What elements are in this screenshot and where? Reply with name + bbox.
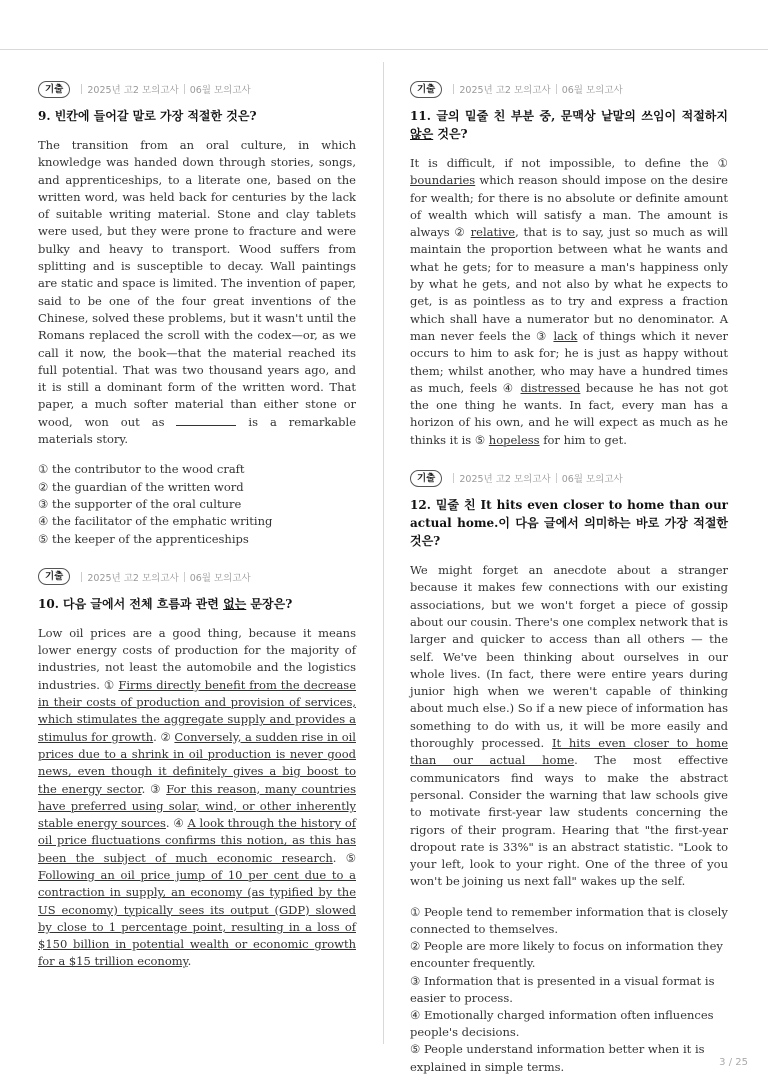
passage-intro: Low oil prices are a good thing, because it means lower energy costs of production for the majority of industries, not least the automobile and the logistics industries. — [38, 625, 356, 692]
source-badge: 기출 — [410, 81, 442, 98]
sentence-2[interactable]: Conversely, a sudden rise in oil prices due to a shrink in oil production is never good news, even though it definitely gives a big boost to the energy sector — [38, 729, 356, 796]
passage-text: , that is to say, just so much as will maintain the proportion between what he wants and what he gets; for to measure a man's happiness only by what he gets, and not also by what he expects to get, is as pointless as to try and express a fraction which shall have a numerator but no denominator. A man never feels the ③ — [410, 225, 728, 343]
answer-option[interactable]: ① the contributor to the wood craft — [38, 462, 245, 477]
page-number: 3 / 25 — [719, 1057, 748, 1068]
meta-separator — [184, 572, 185, 582]
underlined-word-5[interactable]: hopeless — [488, 432, 540, 447]
right-column — [410, 80, 728, 1086]
meta-separator — [453, 84, 454, 94]
sentence-number: ⑤ — [345, 850, 356, 865]
underlined-phrase[interactable]: It hits even closer to home than our actual home — [410, 736, 728, 768]
question-passage — [410, 155, 728, 449]
source-badge: 기출 — [38, 81, 70, 98]
answer-option[interactable]: ⑤ People understand information better when it is explained in simple terms. — [410, 1042, 705, 1074]
answer-blank — [176, 414, 236, 426]
answer-options — [410, 904, 728, 1076]
exam-year: 2025년 고2 모의고사 — [87, 85, 179, 96]
answer-option[interactable]: ④ Emotionally charged information often influences people's decisions. — [410, 1007, 714, 1040]
exam-month: 06월 모의고사 — [189, 85, 251, 96]
question-meta — [38, 568, 356, 586]
passage-text: . The most effective communicators find ways to make the abstract personal. Consider the warning that law schools give to motivate first-year law students concerning the rigors of their program. Hearing that "the first-year dropout rate is 33%" is an abstract statistic. "Look to your left, look to your right. One of the three of you won't be joining us next fall" wakes up the self. — [410, 753, 729, 889]
title-emphasis: 않은 — [410, 127, 434, 141]
meta-separator — [81, 84, 82, 94]
question-title: 9. 빈칸에 들어갈 말로 가장 적절한 것은? — [38, 109, 257, 123]
question-meta — [410, 469, 728, 487]
answer-option[interactable]: ③ the supporter of the oral culture — [38, 496, 242, 511]
answer-options — [38, 461, 356, 547]
passage-text: for him to get. — [539, 432, 627, 447]
sentence-number: ② — [160, 729, 171, 744]
source-badge: 기출 — [38, 568, 70, 585]
answer-option[interactable]: ④ the facilitator of the emphatic writing — [38, 514, 273, 529]
title-text: 10. 다음 글에서 전체 흐름과 관련 — [38, 596, 224, 611]
meta-separator — [453, 473, 454, 483]
sentence-number: ④ — [173, 816, 184, 831]
answer-option[interactable]: ② People are more likely to focus on information they encounter frequently. — [410, 939, 723, 971]
exam-month: 06월 모의고사 — [561, 85, 623, 96]
underlined-word-3[interactable]: lack — [553, 328, 578, 343]
question-meta — [410, 80, 728, 98]
passage-text: is a remarkable materials story. — [38, 414, 357, 447]
exam-year: 2025년 고2 모의고사 — [459, 85, 551, 96]
left-column — [38, 80, 356, 991]
passage-text: The transition from an oral culture, in which knowledge was handed down through stories, songs, and apprenticeships, to a literate one, based on the written word, was held back for centuries by the lack of suitable writing material. Stone and clay tablets were used, but they were prone to fracture and were bulky and heavy to transport. Wood suffers from splitting and is susceptible to decay. Wall paintings are static and space is limited. The invention of paper, said to be one of the four great inventions of the Chinese, solved these problems, but it wasn't until the Romans replaced the scroll with the codex—or, as we call it now, the book—that the material reached its full potential. That was two thousand years ago, and it is still a dominant form of the written word. That paper, a much softer material than either stone or wood, won out as — [38, 138, 356, 429]
question-9 — [38, 80, 356, 548]
answer-option[interactable]: ② the guardian of the written word — [38, 479, 244, 494]
passage-text: of things which it never occurs to him to ask for; he is just as happy without them; whilst another, who may have a hundred times as much, feels ④ — [410, 328, 728, 395]
passage-text: because he has not got the one thing he wants. In fact, every man has a horizon of his own, and he will expect as much as he thinks it is ⑤ — [410, 380, 729, 447]
sentence-number: ① — [103, 677, 115, 692]
meta-separator — [81, 572, 82, 582]
passage-text: We might forget an anecdote about a stranger because it makes few connections with our existing associations, but we won't forget a piece of gossip about our cousin. There's one complex network that is larger and quicker to access than all others — the self. We've been thinking about ourselves in our whole lives. (In fact, there were entire years during junior high when we weren't capable of thinking about much else.) So if a new piece of information has something to do with us, it will be more easily and thoroughly processed. — [410, 563, 728, 751]
header-divider — [0, 49, 768, 50]
question-12 — [410, 469, 728, 1076]
underlined-word-1[interactable]: boundaries — [410, 173, 476, 188]
exam-year: 2025년 고2 모의고사 — [87, 572, 179, 584]
question-passage — [38, 137, 356, 448]
question-11 — [410, 80, 728, 449]
answer-option[interactable]: ① People tend to remember information that is closely connected to themselves. — [410, 904, 728, 936]
question-passage: Low oil prices are a good thing, because it means lower energy costs of production for the majority of industries, not least the automobile and the logistics industries. ① Firms directly benefit from the decrease in their costs of production and provision of services, which stimulates the aggregate supply and provides a stimulus for growth. ② Conversely, a sudden rise in oil prices due to a shrink in oil production is never good news, even though it definitely gives a big boost to the energy sector. ③ For this reason, many countries have preferred using solar, wind, or other inherently stable energy sources. ④ A look through the history of oil price fluctuations confirms this notion, as this has been the subject of much economic research. ⑤ Following an oil price jump of 10 per cent due to a contraction in supply, an economy (as typified by the US economy) typically sees its output (GDP) slowed by close to 1 percentage point, resulting in a loss of $150 billion in potential wealth or economic growth for a $15 trillion economy. — [38, 625, 357, 969]
question-title — [410, 107, 728, 143]
title-emphasis: 없는 — [223, 596, 247, 611]
answer-option[interactable]: ③ Information that is presented in a visual format is easier to process. — [410, 973, 715, 1005]
answer-option[interactable]: ⑤ the keeper of the apprenticeships — [38, 531, 249, 546]
passage-text: It is difficult, if not impossible, to define the ① — [410, 156, 728, 170]
sentence-3[interactable]: For this reason, many countries have preferred using solar, wind, or other inherently stable energy sources — [38, 781, 357, 831]
title-text: 11. 글의 밑줄 친 부분 중, 문맥상 낱말의 쓰임이 적절하지 — [410, 109, 728, 123]
question-meta — [38, 80, 356, 98]
question-10 — [38, 568, 356, 971]
title-text: 문장은? — [246, 596, 293, 611]
sentence-4[interactable]: A look through the history of oil price fluctuations confirms this notion, as this has been the subject of much economic research — [38, 816, 357, 865]
underlined-word-4[interactable]: distressed — [520, 380, 581, 395]
question-passage — [410, 562, 728, 891]
meta-separator — [556, 84, 557, 94]
underlined-word-2[interactable]: relative — [470, 225, 516, 240]
exam-month: 06월 모의고사 — [189, 572, 251, 584]
source-badge: 기출 — [410, 470, 442, 487]
question-title: 12. 밑줄 친 It hits even closer to home than our actual home.이 다음 글에서 의미하는 바로 가장 적절한 것은? — [410, 498, 728, 549]
meta-separator — [184, 84, 185, 94]
question-title — [38, 595, 356, 613]
title-text: 것은? — [433, 127, 468, 141]
meta-separator — [556, 473, 557, 483]
sentence-1[interactable]: Firms directly benefit from the decrease in their costs of production and provision of services, which stimulates the aggregate supply and provides a stimulus for growth — [38, 677, 357, 744]
sentence-number: ③ — [150, 781, 162, 796]
column-divider — [383, 62, 384, 1044]
exam-year: 2025년 고2 모의고사 — [459, 474, 551, 486]
passage-text: which reason should impose on the desire for wealth; for there is no absolute or definite amount of wealth which will satisfy a man. The amount is always ② — [410, 173, 728, 240]
sentence-5[interactable]: Following an oil price jump of 10 per cent due to a contraction in supply, an economy (as typified by the US economy) typically sees its output (GDP) slowed by close to 1 percentage point, resulting in a loss of $150 billion in potential wealth or economic growth for a $15 trillion economy — [38, 867, 356, 969]
exam-month: 06월 모의고사 — [561, 474, 623, 486]
